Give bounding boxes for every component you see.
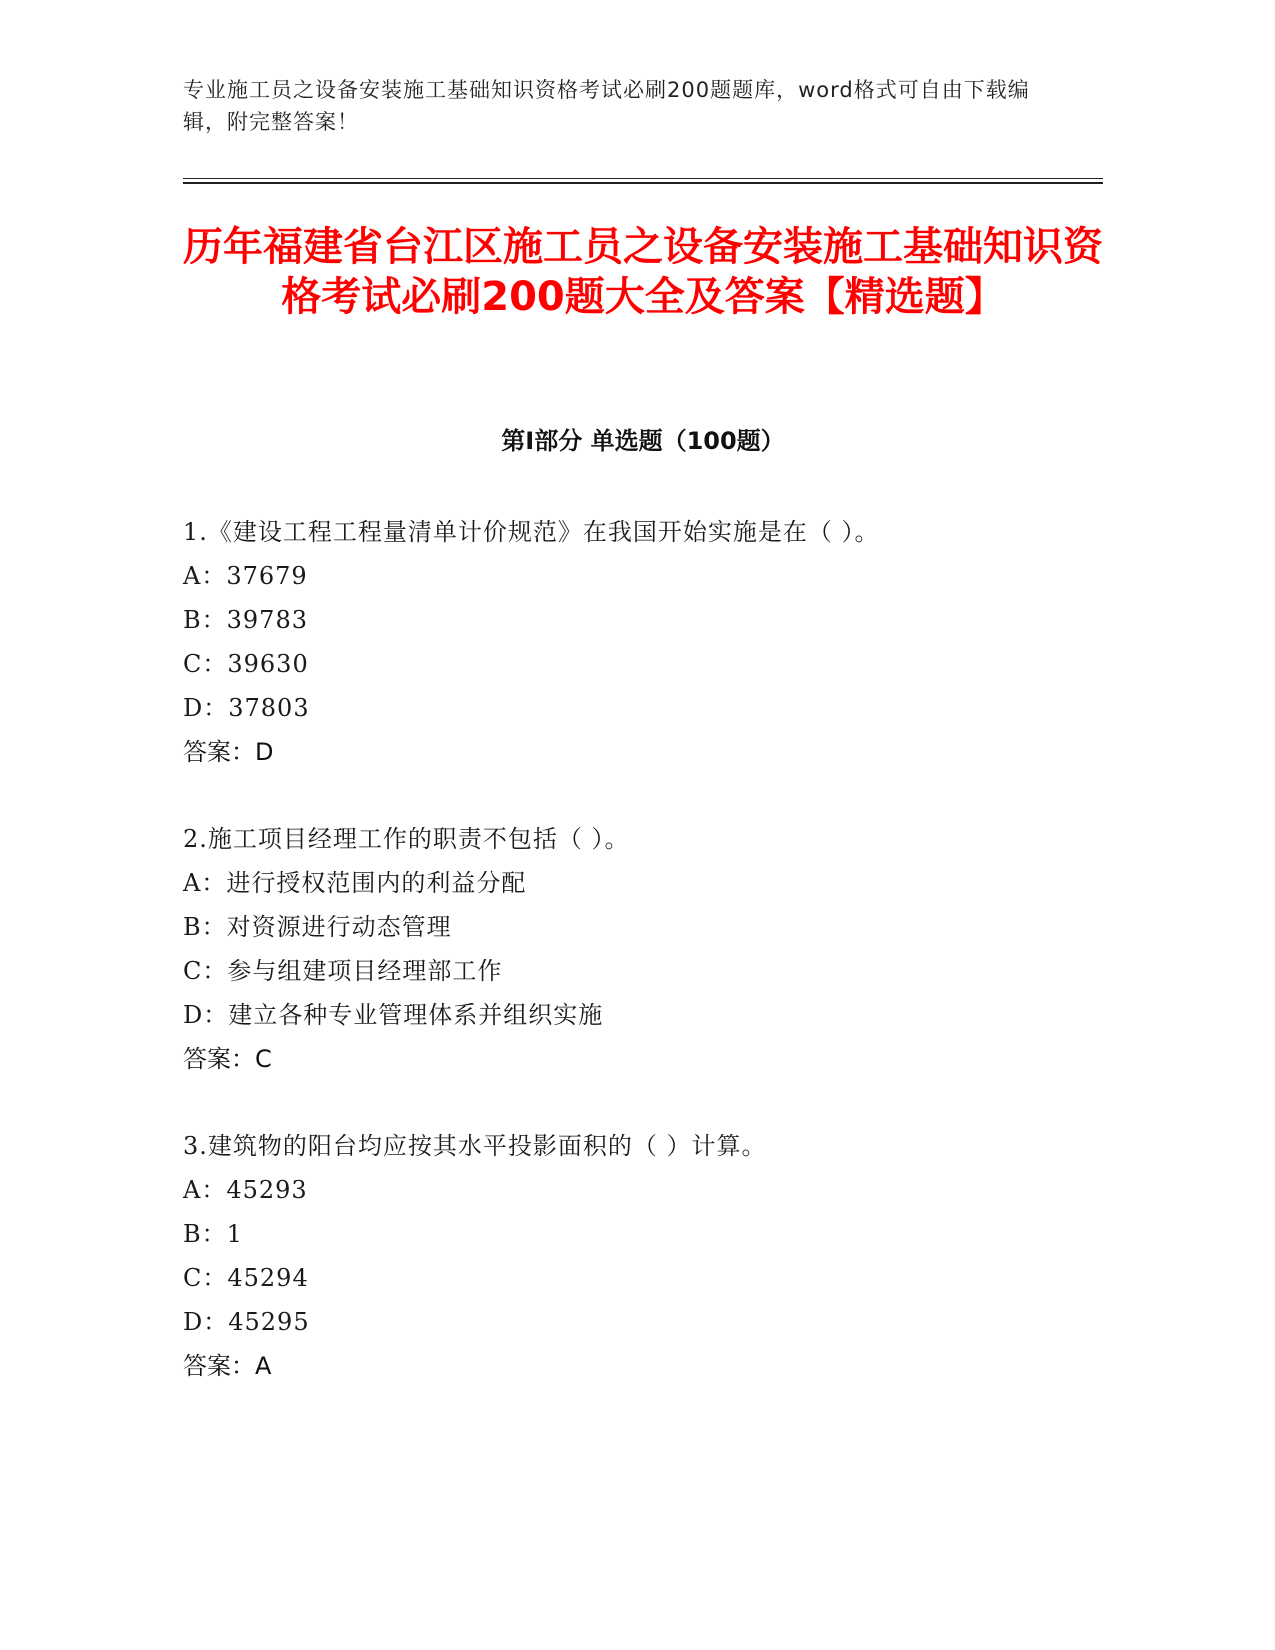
option-a: A：37679 [183,562,308,590]
question-text: 1.《建设工程工程量清单计价规范》在我国开始实施是在（ ）。 [183,518,880,546]
header-divider-thick [183,182,1103,184]
question-1 [183,510,1103,774]
option-b: B：1 [183,1220,243,1248]
question-text: 2.施工项目经理工作的职责不包括（ ）。 [183,825,630,853]
option-c: C：参与组建项目经理部工作 [183,957,503,985]
answer: 答案：C [183,1045,272,1073]
option-a: A：45293 [183,1176,308,1204]
question-3 [183,1124,1103,1388]
section-heading: 第I部分 单选题（100题） [501,427,785,455]
option-b: B：对资源进行动态管理 [183,913,452,941]
option-d: D：45295 [183,1308,310,1336]
question-list [183,510,1103,1431]
option-a: A：进行授权范围内的利益分配 [183,869,527,897]
question-text: 3.建筑物的阳台均应按其水平投影面积的（ ）计算。 [183,1132,767,1160]
option-c: C：45294 [183,1264,309,1292]
answer: 答案：A [183,1352,272,1380]
document-title: 历年福建省台江区施工员之设备安装施工基础知识资格考试必刷200题大全及答案【精选题】 [183,224,1103,320]
option-b: B：39783 [183,606,308,634]
header-note: 专业施工员之设备安装施工基础知识资格考试必刷200题题库，word格式可自由下载编辑，附完整答案！ [183,78,1030,134]
option-c: C：39630 [183,650,309,678]
option-d: D：37803 [183,694,310,722]
option-d: D：建立各种专业管理体系并组织实施 [183,1001,604,1029]
question-2 [183,817,1103,1081]
answer: 答案：D [183,738,274,766]
header-divider-thin [183,178,1103,179]
